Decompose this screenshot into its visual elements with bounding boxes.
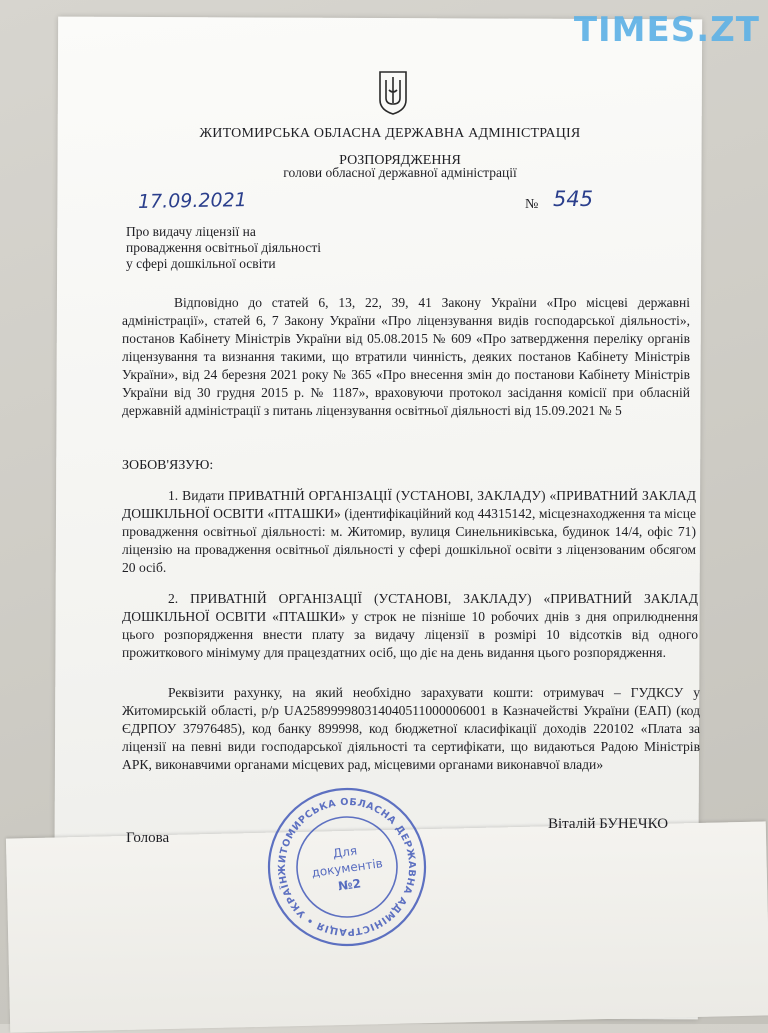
- document-type: РОЗПОРЯДЖЕННЯ: [339, 153, 461, 168]
- subject-line: провадження освітньої діяльності: [126, 240, 321, 255]
- handwritten-number: 545: [553, 187, 594, 211]
- subject-line: у сфері дошкільної освіти: [126, 256, 276, 271]
- official-stamp: [262, 782, 432, 952]
- preamble-paragraph: Відповідно до статей 6, 13, 22, 39, 41 Закону України «Про місцеві державні адміністрації», статей 6, 7 Закону України «Про ліцензування видів господарської діяльності», постанов Кабінету Міністрів України від 05.08.2015 № 609 «Про затвердження переліку органів ліцензування та визнання такими, що втратили чинність, деяких постанов Кабінету Міністрів України», від 24 березня 2021 року № 365 «Про внесення змін до постанови Кабінету Міністрів України від 30 грудня 2015 р. № 1187», враховуючи протокол засідання комісії при обласній державній адміністрації з питань ліцензування освітньої діяльності від 15.09.2021 № 5: [122, 295, 690, 418]
- item-2-paragraph: 2. ПРИВАТНІЙ ОРГАНІЗАЦІЇ (УСТАНОВІ, ЗАКЛАДУ) «ПРИВАТНИЙ ЗАКЛАД ДОШКІЛЬНОЇ ОСВІТИ «ПТАШКИ» у строк не пізніше 10 робочих днів з дня оприлюднення цього розпорядження внести плату за видачу ліцензії в розмірі 10 відсотків від одного прожиткового мінімуму для працездатних осіб, що діє на день видання цього розпорядження.: [122, 591, 698, 660]
- stamp-ring-path: ЖИТОМИРСЬКА ОБЛАСНА ДЕРЖАВНА АДМІНІСТРАЦІЯ • УКРАЇНА: [276, 796, 418, 938]
- organization-name: ЖИТОМИРСЬКА ОБЛАСНА ДЕРЖАВНА АДМІНІСТРАЦІЯ: [199, 126, 581, 141]
- oblige-heading: ЗОБОВ'ЯЗУЮ:: [122, 458, 214, 473]
- item-1-paragraph: 1. Видати ПРИВАТНІЙ ОРГАНІЗАЦІЇ (УСТАНОВІ, ЗАКЛАДУ) «ПРИВАТНИЙ ЗАКЛАД ДОШКІЛЬНОЇ ОСВІТИ «ПТАШКИ» (ідентифікаційний код 44315142, місцезнаходження та місце провадження освітньої діяльності: м. Житомир, вулиця Синельниківська, будинок 14/4, офіс 71) ліцензію на провадження освітньої діяльності у сфері дошкільної освіти з ліцензованим обсягом 20 осіб.: [122, 488, 696, 575]
- stamp-line-3: №2: [337, 876, 362, 894]
- trident-emblem-icon: [378, 70, 408, 116]
- signatory-position: Голова: [126, 830, 170, 846]
- stamp-line-1: Для: [331, 843, 358, 861]
- document-subtitle: голови обласної державної адміністрації: [283, 165, 517, 180]
- handwritten-date: 17.09.2021: [137, 189, 247, 213]
- subject-block: [126, 224, 386, 272]
- subject-line: Про видачу ліцензії на: [126, 224, 256, 239]
- stamp-line-2: документів: [310, 856, 384, 880]
- requisites-paragraph: Реквізити рахунку, на який необхідно зарахувати кошти: отримувач – ГУДКСУ у Житомирській області, р/р UA258999980314040511000006001 в Казначействі України (ЕАП) (код ЄДРПОУ 37976485), код банку 899998, код бюджетної класифікації доходів 220102 «Плата за ліцензії на певні види господарської діяльності та сертифікати, що видаються Радою Міністрів АРК, виконавчими органами місцевих рад, місцевими органами виконавчої влади»: [122, 685, 700, 772]
- site-watermark: TIMES.ZT: [573, 10, 760, 50]
- number-label: №: [525, 197, 539, 212]
- signatory-name: Віталій БУНЕЧКО: [548, 816, 669, 832]
